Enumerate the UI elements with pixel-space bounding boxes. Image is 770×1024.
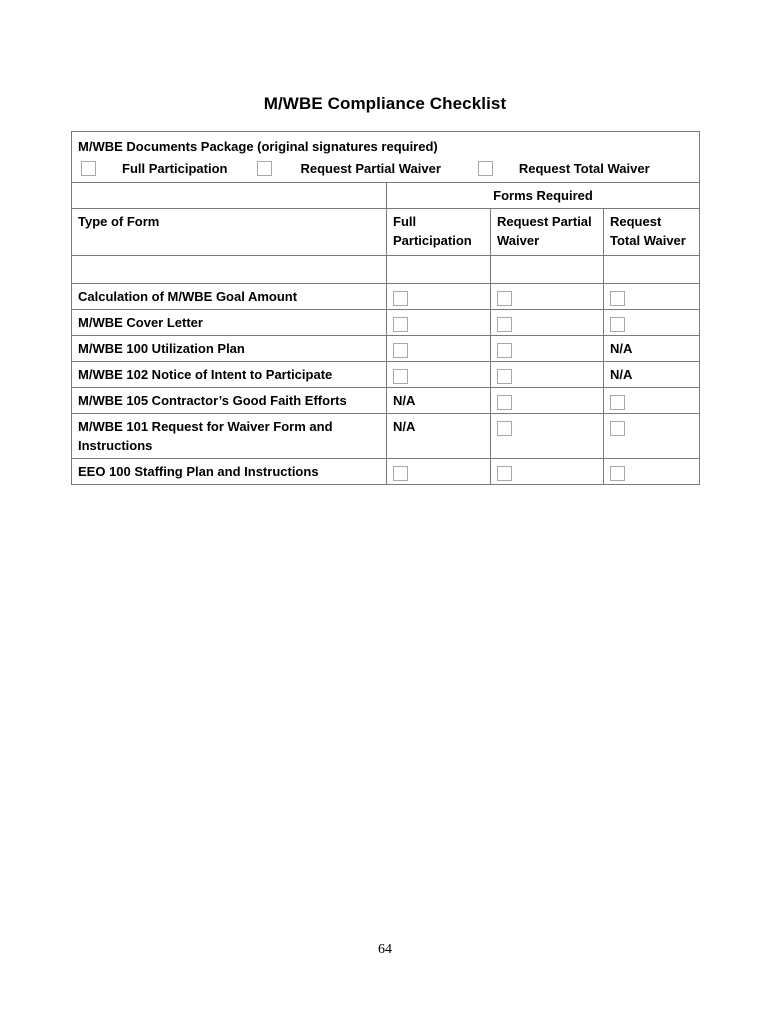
option-request-total-waiver bbox=[478, 159, 650, 178]
total-waiver-cell: N/A bbox=[604, 362, 700, 388]
partial-waiver-checkbox[interactable] bbox=[257, 161, 272, 176]
total-waiver-label: Request Total Waiver bbox=[518, 160, 650, 176]
partial-waiver-cell bbox=[491, 362, 604, 388]
full-participation-checkbox[interactable] bbox=[393, 291, 408, 306]
full-participation-cell: N/A bbox=[387, 388, 491, 414]
partial-waiver-cell bbox=[491, 414, 604, 459]
partial-waiver-checkbox[interactable] bbox=[497, 421, 512, 436]
full-participation-cell: N/A bbox=[387, 414, 491, 459]
total-waiver-header: Request Total Waiver bbox=[604, 209, 700, 256]
partial-waiver-checkbox[interactable] bbox=[497, 369, 512, 384]
form-name: M/WBE 105 Contractor’s Good Faith Efforts bbox=[72, 388, 387, 414]
blank-row bbox=[72, 256, 700, 284]
full-participation-cell bbox=[387, 336, 491, 362]
partial-waiver-checkbox[interactable] bbox=[497, 343, 512, 358]
full-participation-checkbox[interactable] bbox=[393, 466, 408, 481]
total-waiver-cell bbox=[604, 310, 700, 336]
option-request-partial-waiver bbox=[257, 159, 440, 178]
table-row bbox=[72, 414, 700, 459]
package-heading: M/WBE Documents Package (original signatures required) bbox=[78, 139, 438, 154]
page-number: 64 bbox=[378, 942, 392, 957]
partial-waiver-header: Request Partial Waiver bbox=[491, 209, 604, 256]
partial-waiver-checkbox[interactable] bbox=[497, 466, 512, 481]
table-row bbox=[72, 459, 700, 485]
full-participation-header: Full Participation bbox=[387, 209, 491, 256]
partial-waiver-cell bbox=[491, 388, 604, 414]
blank-cell bbox=[491, 256, 604, 284]
total-waiver-checkbox[interactable] bbox=[610, 317, 625, 332]
partial-waiver-cell bbox=[491, 459, 604, 485]
form-name: M/WBE 101 Request for Waiver Form and Instructions bbox=[72, 414, 387, 459]
form-rows bbox=[72, 284, 700, 485]
total-waiver-checkbox[interactable] bbox=[478, 161, 493, 176]
package-cell bbox=[72, 132, 700, 183]
blank-cell bbox=[387, 256, 491, 284]
checklist-table bbox=[71, 131, 700, 485]
total-waiver-cell bbox=[604, 388, 700, 414]
partial-waiver-checkbox[interactable] bbox=[497, 291, 512, 306]
full-participation-checkbox[interactable] bbox=[393, 369, 408, 384]
partial-waiver-checkbox[interactable] bbox=[497, 395, 512, 410]
table-row bbox=[72, 388, 700, 414]
full-participation-cell bbox=[387, 459, 491, 485]
partial-waiver-cell bbox=[491, 336, 604, 362]
full-participation-checkbox[interactable] bbox=[393, 317, 408, 332]
full-participation-checkbox[interactable] bbox=[393, 343, 408, 358]
blank-cell bbox=[72, 256, 387, 284]
full-participation-cell bbox=[387, 362, 491, 388]
table-row bbox=[72, 284, 700, 310]
blank-cell bbox=[604, 256, 700, 284]
table-row bbox=[72, 310, 700, 336]
package-row bbox=[72, 132, 700, 183]
table-row bbox=[72, 336, 700, 362]
partial-waiver-label: Request Partial Waiver bbox=[300, 160, 441, 176]
total-waiver-checkbox[interactable] bbox=[610, 466, 625, 481]
full-participation-label: Full Participation bbox=[122, 160, 228, 176]
table-row bbox=[72, 362, 700, 388]
partial-waiver-cell bbox=[491, 284, 604, 310]
form-name: EEO 100 Staffing Plan and Instructions bbox=[72, 459, 387, 485]
full-participation-cell bbox=[387, 284, 491, 310]
full-participation-checkbox[interactable] bbox=[81, 161, 96, 176]
form-name: Calculation of M/WBE Goal Amount bbox=[72, 284, 387, 310]
forms-required-spacer bbox=[72, 183, 387, 209]
forms-required-row bbox=[72, 183, 700, 209]
partial-waiver-checkbox[interactable] bbox=[497, 317, 512, 332]
page-title: M/WBE Compliance Checklist bbox=[263, 94, 507, 113]
total-waiver-checkbox[interactable] bbox=[610, 421, 625, 436]
full-participation-cell bbox=[387, 310, 491, 336]
total-waiver-cell bbox=[604, 284, 700, 310]
forms-required-header: Forms Required bbox=[387, 183, 700, 209]
form-name: M/WBE 100 Utilization Plan bbox=[72, 336, 387, 362]
type-of-form-header: Type of Form bbox=[72, 209, 387, 256]
total-waiver-cell bbox=[604, 459, 700, 485]
form-name: M/WBE Cover Letter bbox=[72, 310, 387, 336]
package-options bbox=[78, 157, 693, 179]
total-waiver-cell: N/A bbox=[604, 336, 700, 362]
total-waiver-checkbox[interactable] bbox=[610, 395, 625, 410]
form-name: M/WBE 102 Notice of Intent to Participate bbox=[72, 362, 387, 388]
total-waiver-cell bbox=[604, 414, 700, 459]
total-waiver-checkbox[interactable] bbox=[610, 291, 625, 306]
option-full-participation bbox=[81, 159, 227, 178]
partial-waiver-cell bbox=[491, 310, 604, 336]
column-header-row bbox=[72, 209, 700, 256]
